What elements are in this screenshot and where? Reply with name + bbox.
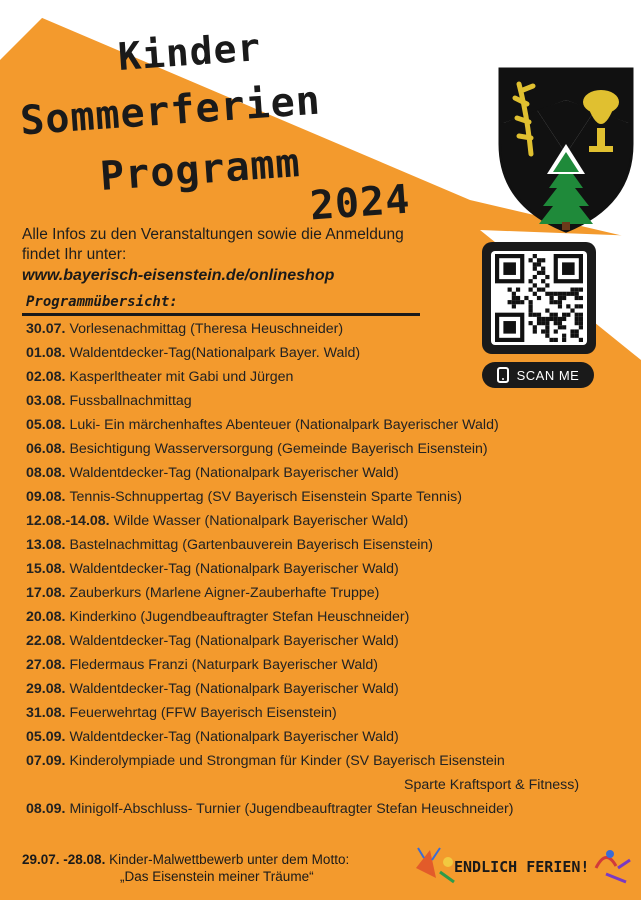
entry-date: 09.08. [26,489,66,505]
entry-desc: Waldentdecker-Tag (Nationalpark Bayerischer Wald) [69,633,399,649]
entry-desc: Luki- Ein märchenhaftes Abenteuer (Nationalpark Bayerischer Wald) [69,417,499,433]
entry-date: 06.08. [26,441,66,457]
coat-of-arms-icon [497,64,635,234]
entry-date: 03.08. [26,393,66,409]
entry-desc: Waldentdecker-Tag (Nationalpark Bayerischer Wald) [69,561,399,577]
schedule-entry-continuation: Sparte Kraftsport & Fitness) [404,777,580,793]
schedule-entry [26,705,337,721]
program-header: Programmübersicht: [26,294,178,310]
schedule-entry [26,657,378,673]
schedule-entry [26,609,409,625]
schedule-entry [26,345,360,361]
info-url-link[interactable]: www.bayerisch-eisenstein.de/onlineshop [22,267,335,284]
svg-text:ENDLICH FERIEN!: ENDLICH FERIEN! [454,858,590,876]
entry-desc: Bastelnachmittag (Gartenbauverein Bayerisch Eisenstein) [69,537,433,553]
footer-contest [22,852,349,867]
title-sommerferien: Sommerferien [18,77,323,145]
title-year: 2024 [308,176,412,230]
schedule-entry [26,681,399,697]
entry-desc: Fussballnachmittag [69,393,192,409]
scan-me-button[interactable] [482,362,594,388]
entry-desc: Besichtigung Wasserversorgung (Gemeinde Bayerisch Eisenstein) [69,441,488,457]
entry-desc: Waldentdecker-Tag (Nationalpark Bayerischer Wald) [69,729,399,745]
entry-desc: Fledermaus Franzi (Naturpark Bayerischer Wald) [69,657,378,673]
schedule-entry [26,321,343,337]
entry-desc: Zauberkurs (Marlene Aigner-Zauberhafte Truppe) [69,585,380,601]
entry-date: 07.09. [26,753,66,769]
schedule-entry [26,537,433,553]
footer-contest-text: Kinder-Malwettbewerb unter dem Motto: [109,852,350,867]
scan-me-label: SCAN ME [516,367,580,383]
info-text-2: findet Ihr unter: [22,246,127,263]
title-kinder: Kinder [116,25,263,79]
entry-date: 02.08. [26,369,66,385]
entry-date: 27.08. [26,657,66,673]
schedule-entry [26,465,399,481]
phone-icon [497,367,509,383]
entry-date: 20.08. [26,609,66,625]
footer-date: 29.07. -28.08. [22,852,106,867]
qr-code[interactable] [482,242,596,354]
entry-desc: Wilde Wasser (Nationalpark Bayerischer Wald) [113,513,409,529]
schedule-entry [26,801,513,817]
entry-date: 05.09. [26,729,66,745]
entry-date: 01.08. [26,345,66,361]
entry-desc: Minigolf-Abschluss- Turnier (Jugendbeauftragter Stefan Heuschneider) [69,801,514,817]
entry-date: 29.08. [26,681,66,697]
entry-date: 31.08. [26,705,66,721]
entry-date: 17.08. [26,585,66,601]
entry-desc: Kasperltheater mit Gabi und Jürgen [69,369,294,385]
entry-desc: Vorlesenachmittag (Theresa Heuschneider) [69,321,344,337]
entry-desc: Waldentdecker-Tag(Nationalpark Bayer. Wald) [69,345,361,361]
entry-date: 12.08.-14.08. [26,513,110,529]
entry-date: 30.07. [26,321,66,337]
info-text: Alle Infos zu den Veranstaltungen sowie die Anmeldung [22,226,404,243]
schedule-entry [26,561,399,577]
entry-desc: Waldentdecker-Tag (Nationalpark Bayerischer Wald) [69,681,399,697]
schedule-entry [26,753,505,769]
entry-desc: Kinderkino (Jugendbeauftragter Stefan Heuschneider) [69,609,410,625]
schedule-entry [26,729,399,745]
title-programm: Programm [98,140,303,200]
entry-date: 08.09. [26,801,66,817]
schedule-entry [26,441,488,457]
entry-date: 22.08. [26,633,66,649]
entry-date: 08.08. [26,465,66,481]
schedule-entry [26,489,462,505]
endlich-ferien-graphic [410,838,636,890]
entry-date: 05.08. [26,417,66,433]
entry-date: 13.08. [26,537,66,553]
schedule-entry [26,393,192,409]
schedule-entry [26,633,399,649]
entry-desc: Tennis-Schnuppertag (SV Bayerisch Eisenstein Sparte Tennis) [69,489,462,505]
footer-motto: „Das Eisenstein meiner Träume“ [120,869,314,884]
schedule-entry [26,585,379,601]
entry-desc: Feuerwehrtag (FFW Bayerisch Eisenstein) [69,705,337,721]
entry-desc: Kinderolympiade und Strongman für Kinder (SV Bayerisch Eisenstein [69,753,505,769]
program-divider [22,313,420,316]
schedule-entry [26,513,408,529]
entry-desc: Waldentdecker-Tag (Nationalpark Bayerischer Wald) [69,465,399,481]
entry-date: 15.08. [26,561,66,577]
schedule-entry [26,417,499,433]
schedule-entry [26,369,293,385]
qr-code-icon [495,254,583,342]
